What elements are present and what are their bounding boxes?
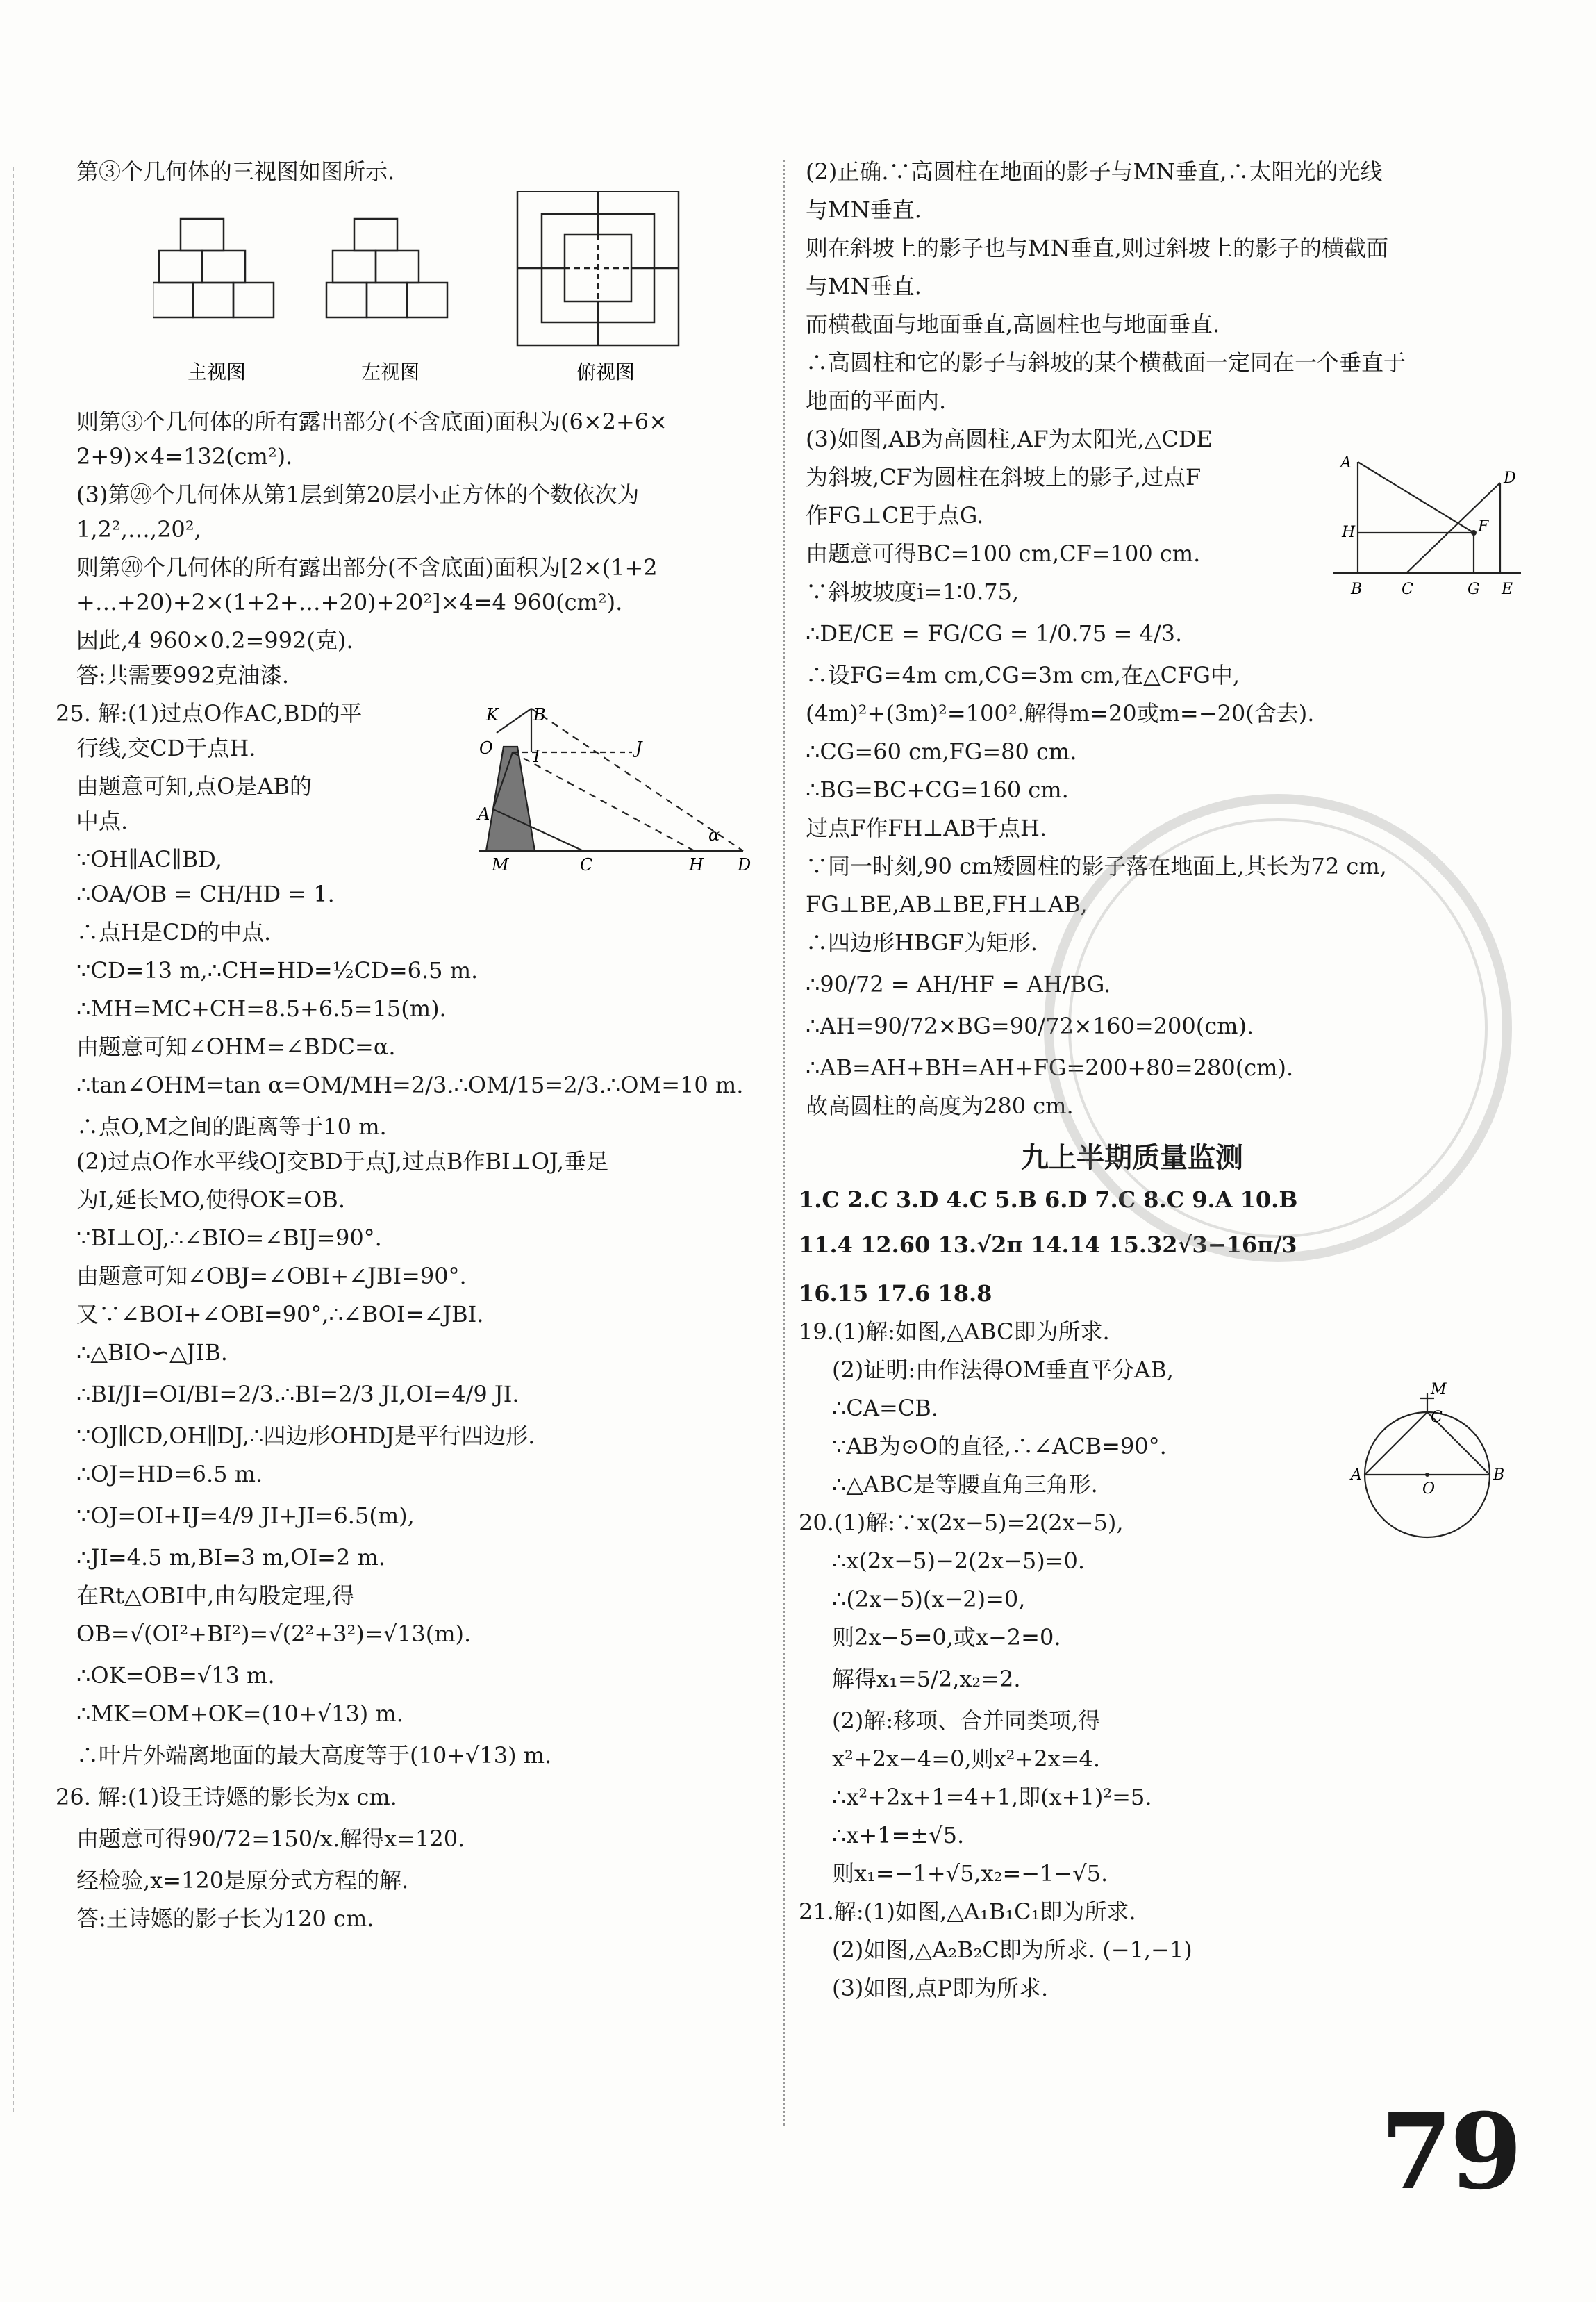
view-label: 左视图 xyxy=(361,361,420,383)
text-line: 在Rt△OBI中,由勾股定理,得 xyxy=(76,1582,355,1609)
text-line: 为斜坡,CF为圆柱在斜坡上的影子,过点F xyxy=(806,464,1202,490)
text-line: 中点. xyxy=(76,808,128,834)
svg-text:M: M xyxy=(1431,1381,1447,1398)
text-line: (2)如图,△A₂B₂C即为所求. (−1,−1) xyxy=(832,1937,1192,1963)
svg-text:A: A xyxy=(478,804,490,824)
answer-key-row: 11.4 12.60 13.√2π 14.14 15.32√3−16π/3 xyxy=(799,1232,1297,1258)
text-line: ∴BI/JI=OI/BI=2/3.∴BI=2/3 JI,OI=4/9 JI. xyxy=(76,1381,519,1407)
text-line: 因此,4 960×0.2=992(克). xyxy=(76,627,354,654)
text-line: ∴JI=4.5 m,BI=3 m,OI=2 m. xyxy=(76,1544,385,1571)
problem-25-heading: 25. 解:(1)过点O作AC,BD的平 xyxy=(56,700,363,727)
text-line: 作FG⊥CE于点G. xyxy=(806,502,984,529)
view-label: 主视图 xyxy=(188,361,247,383)
text-line: ∴x+1=±√5. xyxy=(832,1822,965,1848)
text-line: ∴点H是CD的中点. xyxy=(76,919,272,945)
text-line: 经检验,x=120是原分式方程的解. xyxy=(76,1867,409,1894)
section-title: 九上半期质量监测 xyxy=(1021,1142,1243,1174)
problem-19-heading: 19.(1)解:如图,△ABC即为所求. xyxy=(799,1318,1110,1345)
text-line: (3)如图,AB为高圆柱,AF为太阳光,△CDE xyxy=(806,426,1213,452)
text-line: 答:共需要992克油漆. xyxy=(76,662,290,688)
text-line: (3)第⑳个几何体从第1层到第20层小正方体的个数依次为 xyxy=(76,481,640,508)
text-line: 则在斜坡上的影子也与MN垂直,则过斜坡上的影子的横截面 xyxy=(806,235,1388,261)
text-line: 则第⑳个几何体的所有露出部分(不含底面)面积为[2×(1+2 xyxy=(76,554,658,581)
text-line: 而横截面与地面垂直,高圆柱也与地面垂直. xyxy=(806,311,1220,338)
text-line: 2+9)×4=132(cm²). xyxy=(76,443,293,470)
text-line: ∴(2x−5)(x−2)=0, xyxy=(832,1586,1026,1612)
svg-text:H: H xyxy=(689,855,704,872)
svg-text:O: O xyxy=(1422,1480,1436,1498)
text-line: ∴AH=90/72×BG=90/72×160=200(cm). xyxy=(806,1013,1254,1039)
svg-text:C: C xyxy=(1431,1409,1443,1426)
text-line: 与MN垂直. xyxy=(806,273,922,299)
text-line: ∵OJ=OI+IJ=4/9 JI+JI=6.5(m), xyxy=(76,1502,415,1529)
text-line: ∴△ABC是等腰直角三角形. xyxy=(832,1471,1098,1498)
text-line: ∴高圆柱和它的影子与斜坡的某个横截面一定同在一个垂直于 xyxy=(806,349,1406,376)
text-line: 则x₁=−1+√5,x₂=−1−√5. xyxy=(832,1860,1108,1887)
text-line: (3)如图,点P即为所求. xyxy=(832,1975,1049,2001)
text-line: 地面的平面内. xyxy=(806,388,947,414)
three-views-figure xyxy=(153,191,764,399)
svg-text:J: J xyxy=(635,738,642,758)
svg-text:F: F xyxy=(1478,518,1489,536)
text-line: ∵AB为⊙O的直径,∴∠ACB=90°. xyxy=(832,1433,1167,1459)
text-line: (2)过点O作水平线OJ交BD于点J,过点B作BI⊥OJ,垂足 xyxy=(76,1148,609,1175)
text-line: ∵OJ∥CD,OH∥DJ,∴四边形OHDJ是平行四边形. xyxy=(76,1423,535,1449)
text-line: ∴OK=OB=√13 m. xyxy=(76,1662,275,1689)
text-line: ∴设FG=4m cm,CG=3m cm,在△CFG中, xyxy=(806,662,1240,688)
text-line: OB=√(OI²+BI²)=√(2²+3²)=√13(m). xyxy=(76,1621,472,1647)
binding-margin-line xyxy=(13,167,14,2112)
text-line: 过点F作FH⊥AB于点H. xyxy=(806,815,1047,841)
text-line: FG⊥BE,AB⊥BE,FH⊥AB, xyxy=(806,891,1088,918)
text-line: ∴x²+2x+1=4+1,即(x+1)²=5. xyxy=(832,1784,1152,1810)
text-line: ∴x(2x−5)−2(2x−5)=0. xyxy=(832,1548,1086,1574)
text-line: 故高圆柱的高度为280 cm. xyxy=(806,1093,1074,1119)
text-line: (2)解:移项、合并同类项,得 xyxy=(832,1707,1101,1734)
text-line: ∴AB=AH+BH=AH+FG=200+80=280(cm). xyxy=(806,1054,1294,1081)
svg-text:B: B xyxy=(1351,581,1363,598)
svg-text:E: E xyxy=(1502,581,1513,598)
text-line: (4m)²+(3m)²=100².解得m=20或m=−20(舍去). xyxy=(806,700,1315,727)
text-line: (2)正确.∵高圆柱在地面的影子与MN垂直,∴太阳光的光线 xyxy=(806,158,1383,185)
text-line: 1,2²,…,20², xyxy=(76,516,201,543)
text-line: 则第③个几何体的所有露出部分(不含底面)面积为(6×2+6× xyxy=(76,408,667,435)
text-line: 由题意可知,点O是AB的 xyxy=(76,773,313,800)
text-line: +…+20)+2×(1+2+…+20)+20²]×4=4 960(cm²). xyxy=(76,589,623,615)
svg-text:A: A xyxy=(1351,1466,1362,1484)
problem-26-heading: 26. 解:(1)设王诗嫕的影长为x cm. xyxy=(56,1784,397,1810)
text-line: ∴tan∠OHM=tan α=OM/MH=2/3.∴OM/15=2/3.∴OM=10 m. xyxy=(76,1072,744,1098)
text-line: ∵斜坡坡度i=1∶0.75, xyxy=(806,579,1020,605)
svg-text:A: A xyxy=(1340,454,1352,472)
text-line: ∴叶片外端离地面的最大高度等于(10+√13) m. xyxy=(76,1742,552,1769)
svg-text:O: O xyxy=(479,738,493,758)
svg-text:I: I xyxy=(533,747,540,766)
svg-text:C: C xyxy=(1402,581,1413,598)
slope-figure xyxy=(1327,420,1528,601)
text-line: ∴BG=BC+CG=160 cm. xyxy=(806,777,1069,803)
column-divider xyxy=(783,160,785,2126)
text-line: 行线,交CD于点H. xyxy=(76,735,256,761)
svg-text:K: K xyxy=(486,705,499,724)
text-line: (2)证明:由作法得OM垂直平分AB, xyxy=(832,1357,1174,1383)
text-line: 则2x−5=0,或x−2=0. xyxy=(832,1624,1061,1650)
text-line: ∵OH∥AC∥BD, xyxy=(76,846,222,872)
svg-text:D: D xyxy=(1504,470,1516,487)
text-line: ∵CD=13 m,∴CH=HD=½CD=6.5 m. xyxy=(76,957,479,984)
svg-text:C: C xyxy=(580,855,593,872)
text-line: 第③个几何体的三视图如图所示. xyxy=(76,158,395,185)
text-line: ∴CG=60 cm,FG=80 cm. xyxy=(806,738,1077,765)
svg-text:D: D xyxy=(738,855,751,872)
svg-text:B: B xyxy=(1493,1466,1505,1484)
text-line: ∴MH=MC+CH=8.5+6.5=15(m). xyxy=(76,995,447,1022)
text-line: ∴OA/OB = CH/HD = 1. xyxy=(76,881,335,907)
text-line: 由题意可得BC=100 cm,CF=100 cm. xyxy=(806,540,1201,567)
text-line: ∵同一时刻,90 cm矮圆柱的影子落在地面上,其长为72 cm, xyxy=(806,853,1387,879)
svg-text:α: α xyxy=(708,825,720,845)
text-line: x²+2x−4=0,则x²+2x=4. xyxy=(832,1746,1101,1772)
page-number: 79 xyxy=(1380,2091,1520,2213)
svg-text:G: G xyxy=(1468,581,1480,598)
text-line: ∴MK=OM+OK=(10+√13) m. xyxy=(76,1700,404,1727)
text-line: 为I,延长MO,使得OK=OB. xyxy=(76,1186,345,1213)
svg-text:B: B xyxy=(533,705,546,724)
text-line: ∴90/72 = AH/HF = AH/BG. xyxy=(806,971,1111,997)
text-line: ∵BI⊥OJ,∴∠BIO=∠BIJ=90°. xyxy=(76,1225,382,1251)
view-label: 俯视图 xyxy=(576,361,635,383)
watermark-stamp xyxy=(1028,778,1528,1278)
text-line: 由题意可知∠OHM=∠BDC=α. xyxy=(76,1034,396,1060)
text-line: ∴点O,M之间的距离等于10 m. xyxy=(76,1113,387,1140)
text-line: 又∵∠BOI+∠OBI=90°,∴∠BOI=∠JBI. xyxy=(76,1301,484,1327)
text-line: ∴四边形HBGF为矩形. xyxy=(806,929,1038,956)
text-line: 答:王诗嫕的影子长为120 cm. xyxy=(76,1905,374,1932)
problem-21-heading: 21.解:(1)如图,△A₁B₁C₁即为所求. xyxy=(799,1898,1136,1925)
text-line: 由题意可知∠OBJ=∠OBI+∠JBI=90°. xyxy=(76,1263,467,1289)
answer-key-row: 1.C 2.C 3.D 4.C 5.B 6.D 7.C 8.C 9.A 10.B xyxy=(799,1186,1298,1213)
problem-20-heading: 20.(1)解:∵x(2x−5)=2(2x−5), xyxy=(799,1509,1124,1536)
text-line: ∴OJ=HD=6.5 m. xyxy=(76,1461,263,1487)
svg-text:M: M xyxy=(492,855,509,872)
text-line: 解得x₁=5/2,x₂=2. xyxy=(832,1666,1021,1692)
text-line: 与MN垂直. xyxy=(806,197,922,223)
circle-figure xyxy=(1347,1379,1514,1552)
text-line: ∴DE/CE = FG/CG = 1/0.75 = 4/3. xyxy=(806,620,1183,647)
text-line: ∴△BIO∽△JIB. xyxy=(76,1339,228,1366)
answer-key-row: 16.15 17.6 18.8 xyxy=(799,1280,992,1307)
windmill-figure xyxy=(465,705,757,872)
svg-text:H: H xyxy=(1342,524,1356,541)
text-line: 由题意可得90/72=150/x.解得x=120. xyxy=(76,1825,465,1852)
text-line: ∴CA=CB. xyxy=(832,1395,938,1421)
